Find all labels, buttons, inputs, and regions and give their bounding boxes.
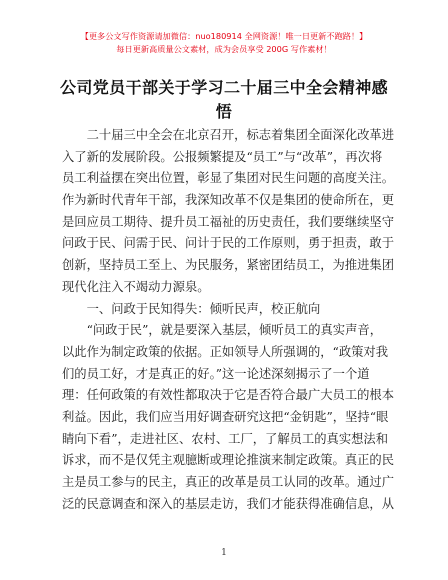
page-number: 1: [221, 548, 227, 558]
body-line: 利益。因此，我们应当用好调查研究这把“金钥匙”，坚持“眼: [62, 409, 389, 424]
promo-banner-line-2: 每日更新高质量公文素材，成为会员享受 200G 写作素材！: [116, 44, 332, 54]
document-body: [62, 125, 395, 515]
body-line: 是回应员工期待、提升员工福祉的历史责任，我们要继续坚守: [62, 214, 395, 229]
body-line: 员工利益摆在突出位置，彰显了集团对民生问题的高度关注。: [62, 171, 395, 186]
body-line: 创新，坚持员工至上、为民服务，紧密团结员工，为推进集团: [62, 258, 395, 273]
body-line: 理：任何政策的有效性都取决于它是否符合最广大员工的根本: [62, 388, 395, 403]
section-heading: 一、问政于民知得失：倾听民声，校正航向: [62, 301, 321, 316]
promo-banner-line-1: 【更多公文写作资源请加微信：nuo180914 全网资源！唯一日更新不跑路！】: [80, 31, 368, 41]
body-line: 主是员工参与的民主，真正的改革是员工认同的改革。通过广: [62, 475, 395, 489]
document-title-line-1: 公司党员干部关于学习二十届三中全会精神感: [60, 78, 389, 97]
body-line: 现代化注入不竭动力源泉。: [62, 279, 210, 294]
body-line: 作为新时代青年干部，我深知改革不仅是集团的使命所在，更: [62, 193, 395, 208]
document-title: [60, 76, 388, 124]
body-line: 二十届三中全会在北京召开，标志着集团全面深化改革进: [62, 128, 395, 142]
promo-banner: [0, 30, 448, 56]
body-line: 泛的民意调查和深入的基层走访，我们才能获得准确信息，从: [62, 496, 395, 511]
body-line: 问政于民、问需于民、问计于民的工作原则，勇于担责，敢于: [62, 236, 395, 251]
document-title-line-2: 悟: [215, 102, 233, 121]
body-line: 以此作为制定政策的依据。正如领导人所强调的，“政策对我: [62, 344, 389, 359]
body-line: 诉求，而不是仅凭主观臆断或理论推演来制定政策。真正的民: [62, 453, 395, 468]
body-line: 睛向下看”，走进社区、农村、工厂，了解员工的真实想法和: [62, 431, 389, 446]
body-line: “问政于民”，就是要深入基层，倾听员工的真实声音，: [62, 323, 382, 338]
body-line: 入了新的发展阶段。公报频繁提及“员工”与“改革”，再次将: [62, 149, 383, 164]
body-line: 们的员工好，才是真正的好。”这一论述深刻揭示了一个道: [62, 366, 370, 381]
